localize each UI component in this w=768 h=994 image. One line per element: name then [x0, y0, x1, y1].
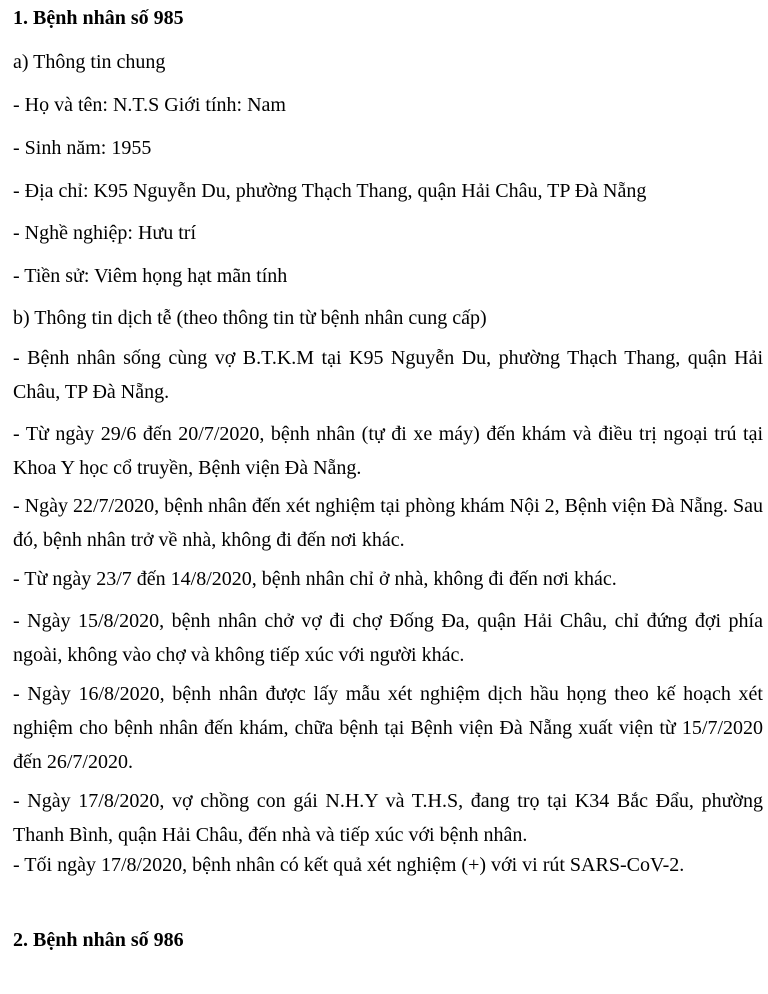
- paragraph-residence: - Bệnh nhân sống cùng vợ B.T.K.M tại K95 Nguyễn Du, phường Thạch Thang, quận Hải Châu, TP Đà Nẵng.: [13, 347, 763, 403]
- paragraph-stay-home: - Từ ngày 23/7 đến 14/8/2020, bệnh nhân chỉ ở nhà, không đi đến nơi khác.: [13, 568, 617, 590]
- birth-year-line: - Sinh năm: 1955: [13, 137, 152, 159]
- section-general-info: a) Thông tin chung: [13, 51, 166, 73]
- occupation-line: - Nghề nghiệp: Hưu trí: [13, 222, 197, 244]
- history-line: - Tiền sử: Viêm họng hạt mãn tính: [13, 265, 288, 287]
- paragraph-test-result: - Tối ngày 17/8/2020, bệnh nhân có kết quả xét nghiệm (+) với vi rút SARS-CoV-2.: [13, 854, 685, 876]
- paragraph-sampling: - Ngày 16/8/2020, bệnh nhân được lấy mẫu xét nghiệm dịch hầu họng theo kế hoạch xét nghiệm cho bệnh nhân đến khám, chữa bệnh tại Bệnh viện Đà Nẵng xuất viện từ 15/7/2020 đến 26/7/2020.: [13, 683, 763, 773]
- heading-patient-986: 2. Bệnh nhân số 986: [13, 929, 184, 951]
- paragraph-family-contact: - Ngày 17/8/2020, vợ chồng con gái N.H.Y và T.H.S, đang trọ tại K34 Bắc Đẩu, phường Thanh Bình, quận Hải Châu, đến nhà và tiếp xúc với bệnh nhân.: [13, 790, 763, 846]
- address-line: - Địa chỉ: K95 Nguyễn Du, phường Thạch Thang, quận Hải Châu, TP Đà Nẵng: [13, 180, 647, 202]
- heading-patient-985: 1. Bệnh nhân số 985: [13, 7, 184, 29]
- name-gender-line: - Họ và tên: N.T.S Giới tính: Nam: [13, 94, 286, 116]
- paragraph-outpatient: - Từ ngày 29/6 đến 20/7/2020, bệnh nhân (tự đi xe máy) đến khám và điều trị ngoại trú tại Khoa Y học cổ truyền, Bệnh viện Đà Nẵng.: [13, 423, 763, 479]
- paragraph-market: - Ngày 15/8/2020, bệnh nhân chở vợ đi chợ Đống Đa, quận Hải Châu, chỉ đứng đợi phía ngoài, không vào chợ và không tiếp xúc với người khác.: [13, 610, 763, 666]
- section-epidemiology: b) Thông tin dịch tễ (theo thông tin từ bệnh nhân cung cấp): [13, 307, 487, 329]
- paragraph-test-visit: - Ngày 22/7/2020, bệnh nhân đến xét nghiệm tại phòng khám Nội 2, Bệnh viện Đà Nẵng. Sau đó, bệnh nhân trở về nhà, không đi đến nơi khác.: [13, 495, 763, 551]
